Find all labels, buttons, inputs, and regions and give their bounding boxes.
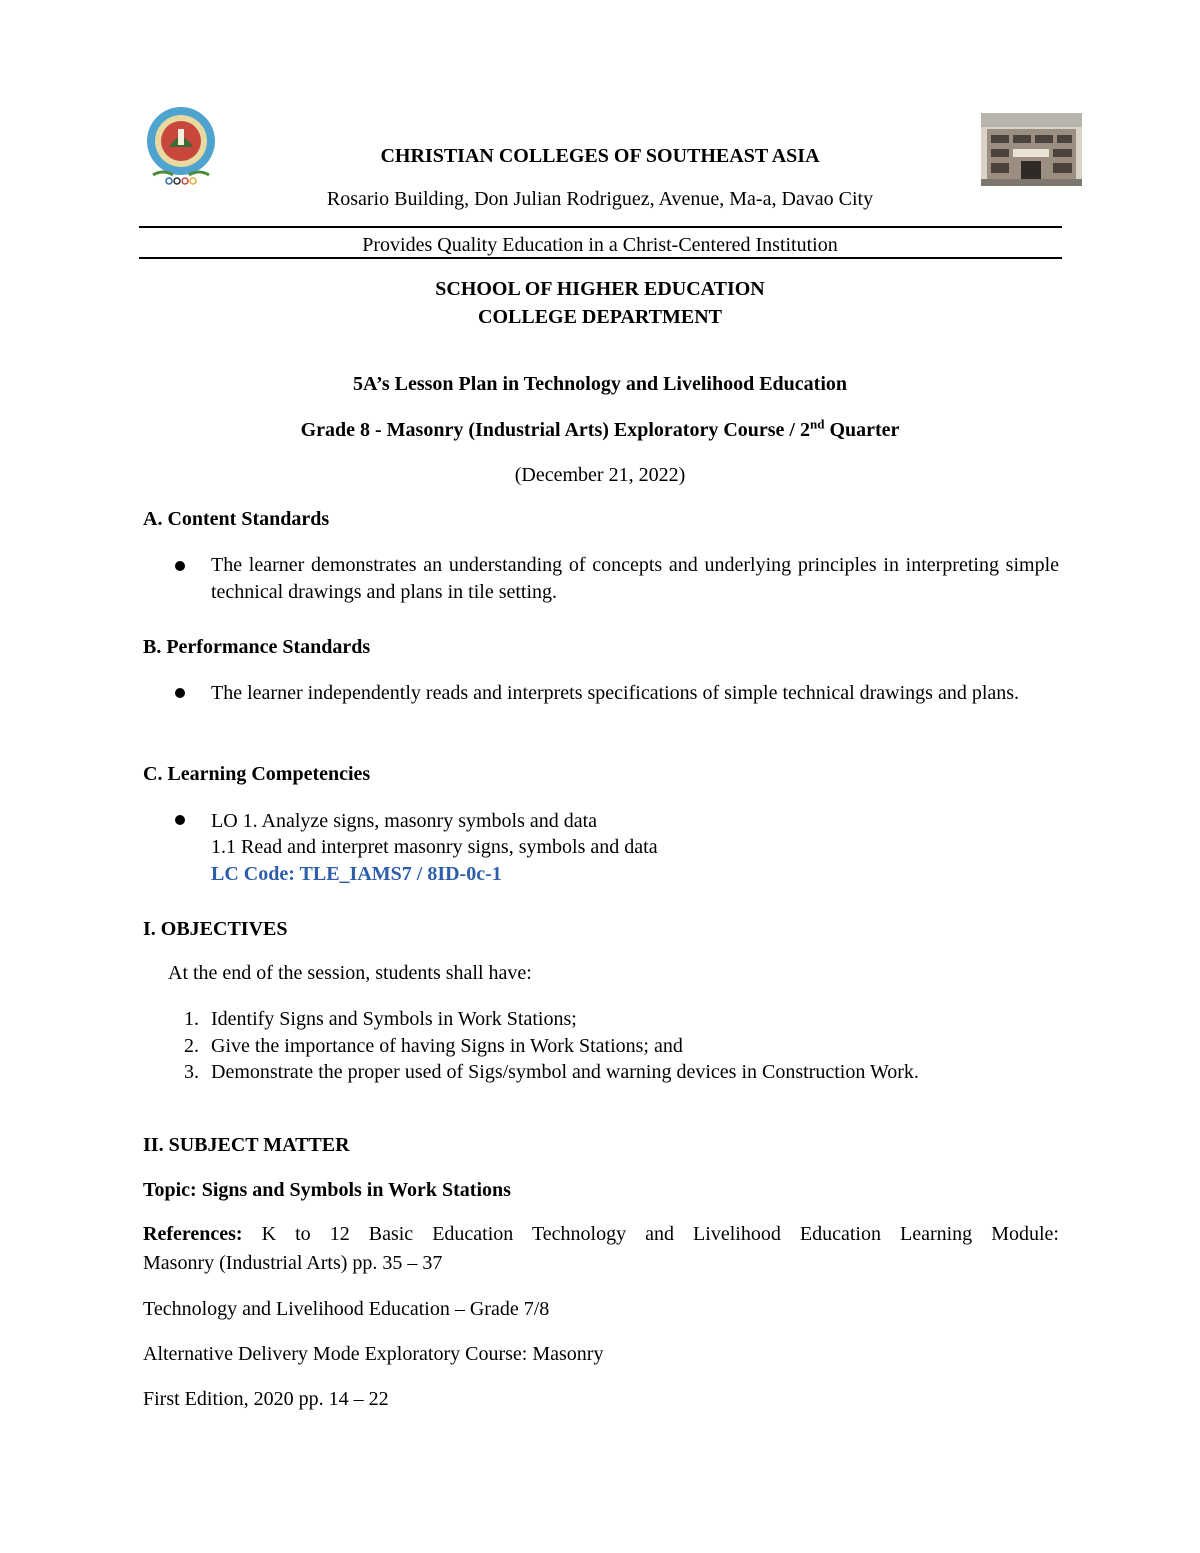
- references-line-1: References: K to 12 Basic Education Technology and Livelihood Education Learning Module:: [143, 1223, 1059, 1245]
- references-line-2: Masonry (Industrial Arts) pp. 35 – 37: [143, 1252, 443, 1274]
- bullet-icon: [175, 561, 185, 571]
- learning-competencies-heading: C. Learning Competencies: [143, 763, 371, 785]
- institution-address: Rosario Building, Don Julian Rodriguez, Avenue, Ma-a, Davao City: [326, 188, 874, 210]
- objective-number: 1.: [184, 1008, 199, 1030]
- learning-outcome: LO 1. Analyze signs, masonry symbols and data: [211, 810, 598, 832]
- reference-line: First Edition, 2020 pp. 14 – 22: [143, 1388, 389, 1410]
- department-name: COLLEGE DEPARTMENT: [478, 306, 722, 328]
- bullet-icon: [175, 688, 185, 698]
- objectives-intro: At the end of the session, students shall have:: [168, 962, 532, 984]
- objective-item: Give the importance of having Signs in Work Stations; and: [211, 1035, 683, 1057]
- content-standards-heading: A. Content Standards: [143, 508, 330, 530]
- objective-number: 3.: [184, 1061, 199, 1083]
- objective-number: 2.: [184, 1035, 199, 1057]
- lc-code: LC Code: TLE_IAMS7 / 8ID-0c-1: [211, 863, 502, 885]
- performance-standards-heading: B. Performance Standards: [143, 636, 371, 658]
- bullet-icon: [175, 815, 185, 825]
- reference-line: Alternative Delivery Mode Exploratory Course: Masonry: [143, 1343, 604, 1365]
- lesson-plan-title: 5A’s Lesson Plan in Technology and Livelihood Education: [352, 373, 848, 395]
- institution-name: CHRISTIAN COLLEGES OF SOUTHEAST ASIA: [380, 145, 820, 167]
- reference-line: Technology and Livelihood Education – Grade 7/8: [143, 1298, 550, 1320]
- subject-matter-heading: II. SUBJECT MATTER: [143, 1134, 350, 1156]
- objective-item: Demonstrate the proper used of Sigs/symbol and warning devices in Construction Work.: [211, 1061, 919, 1083]
- content-standards-item: The learner demonstrates an understanding of concepts and underlying principles in interpreting simple technical drawings and plans in tile setting.: [211, 554, 1059, 603]
- learning-outcome-sub: 1.1 Read and interpret masonry signs, symbols and data: [211, 836, 658, 858]
- institution-motto: Provides Quality Education in a Christ-Centered Institution: [362, 234, 838, 256]
- performance-standards-item: The learner independently reads and interprets specifications of simple technical drawings and plans.: [211, 682, 1020, 704]
- objective-item: Identify Signs and Symbols in Work Stations;: [211, 1008, 577, 1030]
- objectives-heading: I. OBJECTIVES: [143, 918, 288, 940]
- course-title: Grade 8 - Masonry (Industrial Arts) Exploratory Course / 2nd Quarter: [300, 416, 900, 441]
- lesson-date: (December 21, 2022): [514, 464, 686, 486]
- references-label: References:: [143, 1223, 243, 1245]
- header-divider-top: [139, 226, 1062, 228]
- header-divider-bottom: [139, 257, 1062, 259]
- school-name: SCHOOL OF HIGHER EDUCATION: [435, 278, 765, 300]
- topic: Topic: Signs and Symbols in Work Stations: [143, 1179, 511, 1201]
